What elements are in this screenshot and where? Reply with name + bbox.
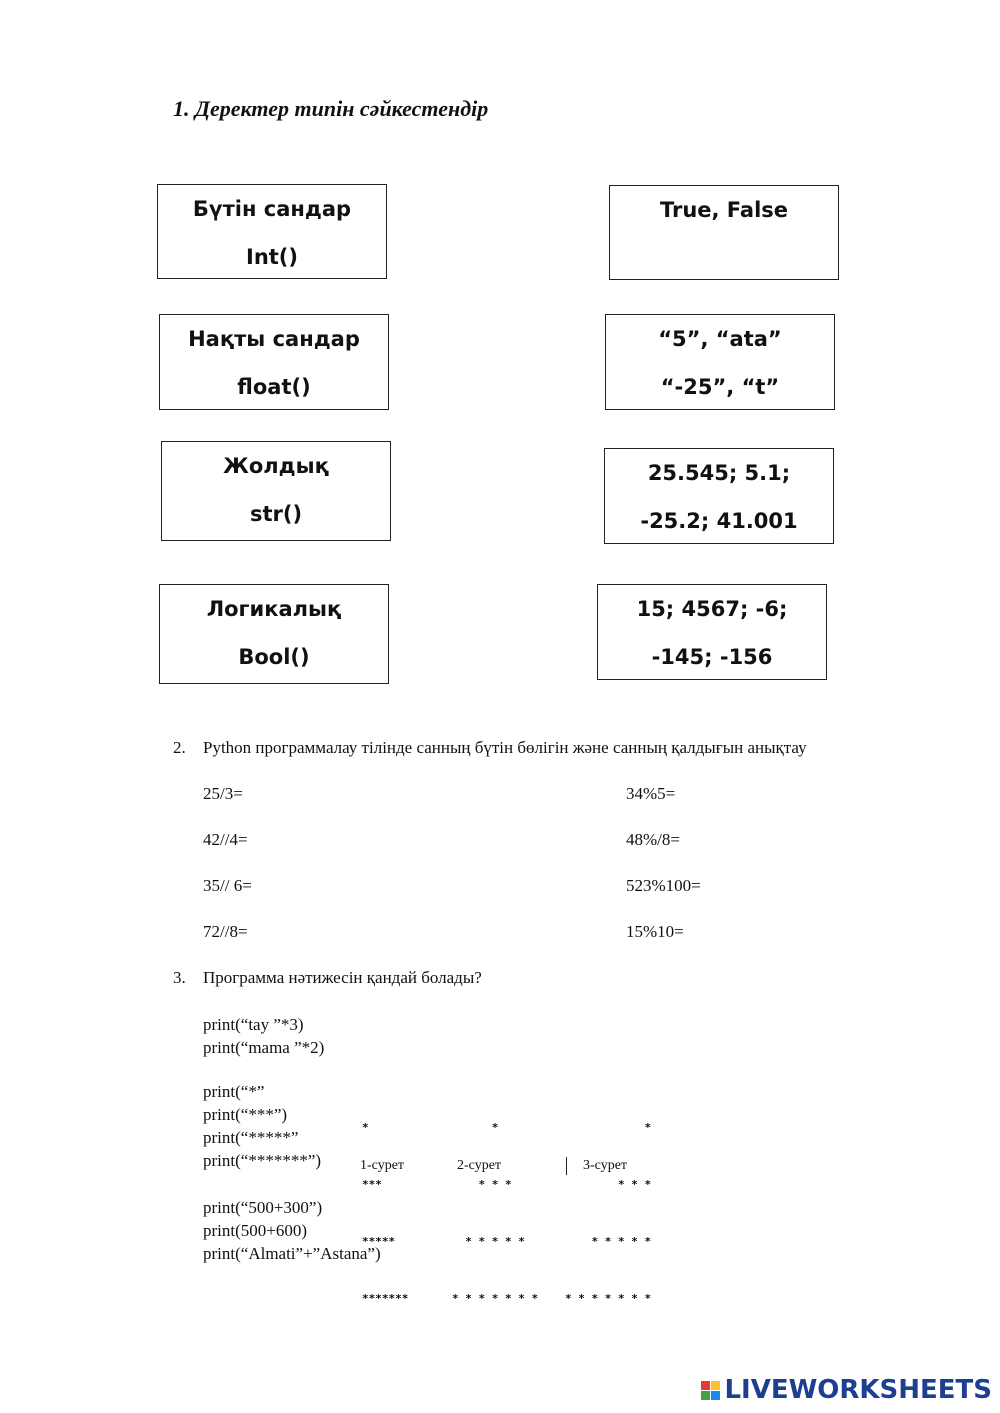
star-figure-2 [452,1080,538,1327]
box-line-1: 25.545; 5.1; [647,461,791,485]
code-block-a [203,1013,324,1059]
left-box-strings[interactable] [161,441,391,541]
expr-right-2: 48%/8= [626,830,680,849]
expr-right-4: 15%10= [626,922,684,941]
star-row: * * * [452,1178,512,1191]
code-line: print(“*” [203,1082,265,1101]
logo-square [701,1391,710,1400]
logo-square [701,1381,710,1390]
box-line-2: -25.2; 41.001 [640,509,798,533]
right-box-float-values[interactable] [604,448,834,544]
box-line-2: float() [237,375,311,399]
star-row: * [452,1121,499,1134]
box-line-2: str() [249,502,303,526]
box-line-1: Жолдық [223,454,329,478]
star-row: ***** [362,1235,396,1248]
expr-right-3: 523%100= [626,876,701,895]
code-line: print(“*****” [203,1128,299,1147]
code-block-b [203,1080,321,1172]
right-box-string-values[interactable] [605,314,835,410]
logo-mark-icon [701,1381,720,1400]
caption-figure-2: 2-сурет [457,1158,502,1173]
divider [566,1157,567,1175]
box-line-2: -145; -156 [651,645,773,669]
box-line-2 [610,234,838,282]
box-line-2: Int() [246,245,298,269]
box-line-1: “5”, “ata” [658,327,782,351]
code-line: print(“Almati”+”Astana”) [203,1244,381,1263]
code-line: print(“500+300”) [203,1198,323,1217]
expr-left-4: 72//8= [203,922,248,941]
box-line-1: 15; 4567; -6; [636,597,788,621]
caption-figure-3: 3-сурет [583,1158,628,1173]
star-row: * * * * * [452,1235,525,1248]
box-line-2: “-25”, “t” [660,375,780,399]
question-3-text: Программа нәтижесін қандай болады? [203,968,482,987]
box-line-2: Bool() [238,645,310,669]
liveworksheets-logo[interactable] [701,1375,992,1405]
box-line-1: Логикалық [206,597,342,621]
right-box-int-values[interactable] [597,584,827,680]
star-row: * * * * * [565,1235,652,1248]
code-line: print(“***”) [203,1105,288,1124]
expr-left-1: 25/3= [203,784,243,803]
expr-left-3: 35// 6= [203,876,252,895]
star-row: * * * * * * * [565,1292,652,1305]
code-line: print(“*******”) [203,1151,322,1170]
star-row: * [362,1121,369,1134]
left-box-booleans[interactable] [159,584,389,684]
logo-text: LIVEWORKSHEETS [724,1375,992,1405]
left-box-integers[interactable] [157,184,387,279]
box-line-1: True, False [659,198,789,222]
question-3-number: 3. [173,968,186,987]
star-row: * [565,1121,652,1134]
question-2-number: 2. [173,738,186,757]
question-1-title: 1. Деректер типін сәйкестендір [173,96,489,121]
star-row: * * * * * * * [452,1292,539,1305]
left-box-floats[interactable] [159,314,389,410]
expr-left-2: 42//4= [203,830,248,849]
logo-square [711,1381,720,1390]
box-line-1: Нақты сандар [188,327,360,351]
star-row: ******* [362,1292,409,1305]
code-line: print(“tay ”*3) [203,1015,304,1034]
code-block-c [203,1196,381,1265]
right-box-bool-values[interactable] [609,185,839,280]
code-line: print(“mama ”*2) [203,1038,325,1057]
star-figure-3 [565,1080,651,1327]
box-line-1: Бүтін сандар [192,197,352,221]
logo-square [711,1391,720,1400]
star-row: *** [362,1178,382,1191]
code-line: print(500+600) [203,1221,308,1240]
star-row: * * * [565,1178,652,1191]
caption-figure-1: 1-сурет [360,1158,405,1173]
question-2-text: Python программалау тілінде санның бүтін бөлігін және санның қалдығын анықтау [203,738,807,757]
expr-right-1: 34%5= [626,784,676,803]
